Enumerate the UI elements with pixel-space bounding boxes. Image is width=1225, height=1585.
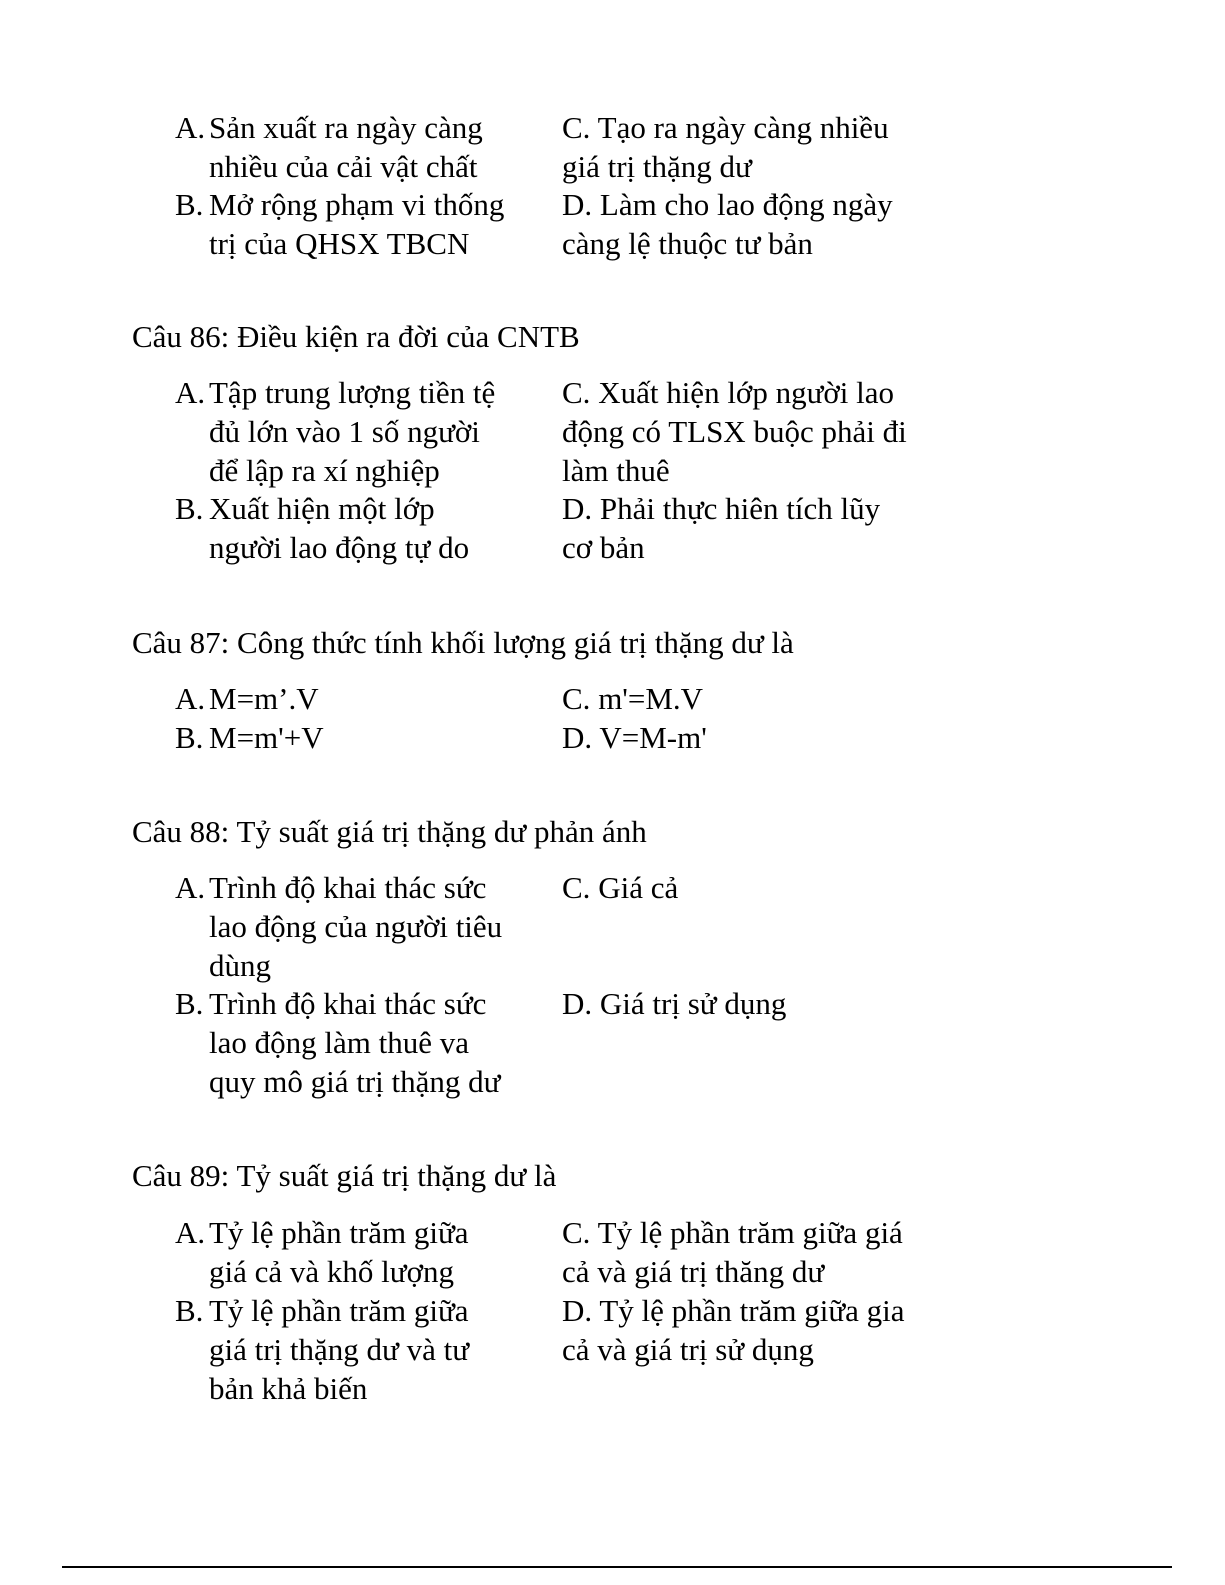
option-b — [175, 1291, 555, 1408]
option-line: để lập ra xí nghiệp — [209, 453, 440, 488]
option-text — [209, 1291, 549, 1330]
option-letter: D. — [562, 1293, 593, 1328]
option-a — [175, 1213, 555, 1291]
option-line: Xuất hiện một lớp — [209, 491, 435, 526]
option-text — [209, 489, 549, 528]
option-a — [175, 373, 555, 490]
option-line: động có TLSX buộc phải đi — [562, 414, 907, 449]
option-line: Trình độ khai thác sức — [209, 986, 487, 1021]
option-line: m'=M.V — [598, 681, 704, 716]
option-text — [209, 984, 549, 1023]
option-line: Xuất hiện lớp người lao — [598, 375, 895, 410]
option-letter: B. — [175, 720, 204, 755]
option-line: Tỷ lệ phần trăm giữa gia — [599, 1293, 905, 1328]
option-a — [175, 679, 555, 718]
option-letter: A. — [175, 681, 206, 716]
option-line: Trình độ khai thác sức — [209, 870, 487, 905]
option-c — [562, 679, 962, 718]
option-line: M=m’.V — [209, 681, 319, 716]
option-line: dùng — [209, 948, 271, 983]
option-a — [175, 868, 555, 985]
option-d — [562, 185, 962, 263]
option-letter: C. — [562, 681, 591, 716]
option-b — [175, 984, 555, 1101]
option-line: giá trị thặng dư — [562, 149, 752, 184]
option-letter: B. — [175, 491, 204, 526]
option-line: lao động làm thuê va — [209, 1025, 469, 1060]
option-letter: A. — [175, 375, 206, 410]
option-letter: C. — [562, 870, 591, 905]
question-title: Câu 88: Tỷ suất giá trị thặng dư phản ánh — [132, 814, 647, 849]
option-line: cơ bản — [562, 530, 645, 565]
option-line: Tỷ lệ phần trăm giữa giá — [597, 1215, 903, 1250]
option-text — [209, 108, 549, 147]
option-d — [562, 718, 962, 757]
option-letter: C. — [562, 1215, 591, 1250]
option-line: V=M-m' — [599, 720, 707, 755]
option-a — [175, 108, 555, 186]
option-text — [209, 373, 549, 412]
option-line: cả và giá trị sử dụng — [562, 1332, 814, 1367]
question-title: Câu 87: Công thức tính khối lượng giá trị thặng dư là — [132, 625, 794, 660]
option-letter: D. — [562, 491, 593, 526]
option-line: lao động của người tiêu — [209, 909, 503, 944]
option-line: làm thuê — [562, 453, 670, 488]
option-text — [209, 185, 549, 224]
option-line: trị của QHSX TBCN — [209, 226, 470, 261]
option-letter: A. — [175, 870, 206, 905]
option-c — [562, 108, 962, 186]
option-letter: C. — [562, 375, 591, 410]
option-line: nhiều của cải vật chất — [209, 149, 478, 184]
option-line: Phải thực hiên tích lũy — [599, 491, 881, 526]
option-line: Giá cả — [598, 870, 679, 905]
option-letter: A. — [175, 1215, 206, 1250]
option-b — [175, 185, 555, 263]
option-line: Tỷ lệ phần trăm giữa — [209, 1293, 469, 1328]
page-bottom-divider — [62, 1566, 1172, 1568]
option-d — [562, 1291, 962, 1369]
question-title: Câu 89: Tỷ suất giá trị thặng dư là — [132, 1158, 557, 1193]
option-b — [175, 718, 555, 757]
option-line: Sản xuất ra ngày càng — [209, 110, 483, 145]
option-letter: B. — [175, 187, 204, 222]
option-line: giá trị thặng dư và tư — [209, 1332, 470, 1367]
option-line: quy mô giá trị thặng dư — [209, 1064, 501, 1099]
option-line: Tỷ lệ phần trăm giữa — [209, 1215, 469, 1250]
option-line: người lao động tự do — [209, 530, 470, 565]
option-text — [209, 868, 549, 907]
option-line: Mở rộng phạm vi thống — [209, 187, 505, 222]
option-line: càng lệ thuộc tư bản — [562, 226, 813, 261]
option-line: Làm cho lao động ngày — [599, 187, 893, 222]
option-letter: D. — [562, 720, 593, 755]
option-line: giá cả và khố lượng — [209, 1254, 454, 1289]
option-line: Giá trị sử dụng — [599, 986, 787, 1021]
option-b — [175, 489, 555, 567]
option-letter: B. — [175, 1293, 204, 1328]
option-letter: C. — [562, 110, 591, 145]
option-line: Tạo ra ngày càng nhiều — [597, 110, 889, 145]
option-letter: D. — [562, 187, 593, 222]
option-text — [209, 679, 549, 718]
option-c — [562, 373, 962, 490]
option-d — [562, 984, 962, 1023]
option-text — [209, 718, 549, 757]
option-line: đủ lớn vào 1 số người — [209, 414, 480, 449]
option-letter: A. — [175, 110, 206, 145]
question-title: Câu 86: Điều kiện ra đời của CNTB — [132, 319, 580, 354]
option-d — [562, 489, 962, 567]
option-letter: D. — [562, 986, 593, 1021]
option-line: cả và giá trị thăng dư — [562, 1254, 825, 1289]
option-text — [209, 1213, 549, 1252]
option-line: Tập trung lượng tiền tệ — [209, 375, 496, 410]
option-letter: B. — [175, 986, 204, 1021]
option-c — [562, 868, 962, 907]
option-line: bản khả biến — [209, 1371, 368, 1406]
option-c — [562, 1213, 962, 1291]
option-line: M=m'+V — [209, 720, 324, 755]
